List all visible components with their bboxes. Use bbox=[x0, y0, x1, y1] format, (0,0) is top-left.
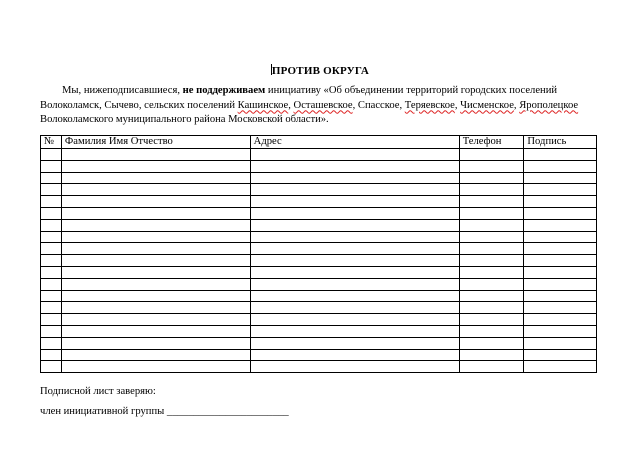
cell-fullname[interactable] bbox=[61, 243, 250, 255]
cell-fullname[interactable] bbox=[61, 290, 250, 302]
table-row bbox=[41, 361, 597, 373]
cell-phone[interactable] bbox=[459, 325, 524, 337]
cell-number[interactable] bbox=[41, 278, 62, 290]
table-row bbox=[41, 255, 597, 267]
cell-address[interactable] bbox=[250, 278, 459, 290]
table-row bbox=[41, 290, 597, 302]
cell-fullname[interactable] bbox=[61, 160, 250, 172]
cell-address[interactable] bbox=[250, 231, 459, 243]
cell-phone[interactable] bbox=[459, 184, 524, 196]
cell-number[interactable] bbox=[41, 290, 62, 302]
certify-label: Подписной лист заверяю: bbox=[40, 386, 156, 397]
cell-address[interactable] bbox=[250, 255, 459, 267]
cell-phone[interactable] bbox=[459, 207, 524, 219]
table-row bbox=[41, 302, 597, 314]
cell-number[interactable] bbox=[41, 207, 62, 219]
cell-address[interactable] bbox=[250, 325, 459, 337]
intro-line-1 bbox=[40, 84, 596, 99]
cell-number[interactable] bbox=[41, 184, 62, 196]
cell-fullname[interactable] bbox=[61, 149, 250, 161]
col-header-fullname: Фамилия Имя Отчество bbox=[61, 136, 250, 149]
cell-phone[interactable] bbox=[459, 302, 524, 314]
cell-address[interactable] bbox=[250, 149, 459, 161]
table-row bbox=[41, 231, 597, 243]
table-body bbox=[41, 149, 597, 373]
table-row bbox=[41, 172, 597, 184]
cell-fullname[interactable] bbox=[61, 219, 250, 231]
cell-address[interactable] bbox=[250, 266, 459, 278]
cell-address[interactable] bbox=[250, 172, 459, 184]
cell-signature[interactable] bbox=[524, 266, 597, 278]
col-header-phone: Телефон bbox=[459, 136, 524, 149]
cell-signature[interactable] bbox=[524, 290, 597, 302]
cell-signature[interactable] bbox=[524, 219, 597, 231]
intro-paragraph bbox=[40, 84, 596, 128]
table-row bbox=[41, 243, 597, 255]
cell-fullname[interactable] bbox=[61, 255, 250, 267]
cell-signature[interactable] bbox=[524, 149, 597, 161]
cell-fullname[interactable] bbox=[61, 314, 250, 326]
cell-signature[interactable] bbox=[524, 337, 597, 349]
cell-number[interactable] bbox=[41, 196, 62, 208]
cell-address[interactable] bbox=[250, 184, 459, 196]
intro-sep: , bbox=[513, 99, 520, 111]
table-row bbox=[41, 278, 597, 290]
cell-fullname[interactable] bbox=[61, 325, 250, 337]
cell-phone[interactable] bbox=[459, 349, 524, 361]
intro-sep: , bbox=[454, 99, 461, 111]
table-row bbox=[41, 196, 597, 208]
cell-number[interactable] bbox=[41, 231, 62, 243]
cell-address[interactable] bbox=[250, 302, 459, 314]
cell-fullname[interactable] bbox=[61, 349, 250, 361]
cell-number[interactable] bbox=[41, 172, 62, 184]
cell-number[interactable] bbox=[41, 314, 62, 326]
cell-signature[interactable] bbox=[524, 207, 597, 219]
cell-signature[interactable] bbox=[524, 160, 597, 172]
cell-fullname[interactable] bbox=[61, 207, 250, 219]
cell-signature[interactable] bbox=[524, 314, 597, 326]
cell-address[interactable] bbox=[250, 337, 459, 349]
cell-signature[interactable] bbox=[524, 196, 597, 208]
cell-phone[interactable] bbox=[459, 243, 524, 255]
cell-phone[interactable] bbox=[459, 314, 524, 326]
table-row bbox=[41, 207, 597, 219]
cell-number[interactable] bbox=[41, 266, 62, 278]
table-row bbox=[41, 266, 597, 278]
cell-address[interactable] bbox=[250, 361, 459, 373]
cell-signature[interactable] bbox=[524, 349, 597, 361]
cell-fullname[interactable] bbox=[61, 196, 250, 208]
table-row bbox=[41, 184, 597, 196]
cell-phone[interactable] bbox=[459, 255, 524, 267]
signature-table bbox=[40, 135, 597, 373]
cell-phone[interactable] bbox=[459, 337, 524, 349]
cell-number[interactable] bbox=[41, 243, 62, 255]
table-row bbox=[41, 149, 597, 161]
cell-signature[interactable] bbox=[524, 172, 597, 184]
misspelled-word: Ярополецкое bbox=[519, 99, 579, 111]
title-text: ПРОТИВ ОКРУГА bbox=[271, 65, 370, 77]
cell-phone[interactable] bbox=[459, 266, 524, 278]
cell-fullname[interactable] bbox=[61, 231, 250, 243]
cell-number[interactable] bbox=[41, 361, 62, 373]
cell-signature[interactable] bbox=[524, 231, 597, 243]
cell-address[interactable] bbox=[250, 207, 459, 219]
cell-phone[interactable] bbox=[459, 172, 524, 184]
col-header-signature: Подпись bbox=[524, 136, 597, 149]
cell-number[interactable] bbox=[41, 337, 62, 349]
cell-number[interactable] bbox=[41, 255, 62, 267]
table-header-row bbox=[41, 136, 597, 149]
cell-phone[interactable] bbox=[459, 278, 524, 290]
cell-number[interactable] bbox=[41, 349, 62, 361]
cell-address[interactable] bbox=[250, 219, 459, 231]
col-header-number: № bbox=[41, 136, 62, 149]
cell-signature[interactable] bbox=[524, 302, 597, 314]
cell-fullname[interactable] bbox=[61, 184, 250, 196]
cell-phone[interactable] bbox=[459, 149, 524, 161]
cell-fullname[interactable] bbox=[61, 361, 250, 373]
table-row bbox=[41, 160, 597, 172]
cell-fullname[interactable] bbox=[61, 337, 250, 349]
cell-phone[interactable] bbox=[459, 196, 524, 208]
table-row bbox=[41, 314, 597, 326]
cell-fullname[interactable] bbox=[61, 172, 250, 184]
cell-signature[interactable] bbox=[524, 361, 597, 373]
cell-fullname[interactable] bbox=[61, 302, 250, 314]
cell-address[interactable] bbox=[250, 290, 459, 302]
intro-sep: , bbox=[288, 99, 294, 111]
intro-bold: не поддерживаем bbox=[182, 85, 266, 96]
cell-fullname[interactable] bbox=[61, 266, 250, 278]
cell-signature[interactable] bbox=[524, 184, 597, 196]
intro-text-2: инициативу «Об объединении территорий городских поселений bbox=[265, 85, 558, 96]
cell-number[interactable] bbox=[41, 302, 62, 314]
table-row bbox=[41, 325, 597, 337]
cell-address[interactable] bbox=[250, 243, 459, 255]
cell-phone[interactable] bbox=[459, 361, 524, 373]
cell-number[interactable] bbox=[41, 325, 62, 337]
cell-fullname[interactable] bbox=[61, 278, 250, 290]
misspelled-word: Кашинское bbox=[237, 99, 289, 111]
initiative-member-line: член инициативной группы _______________________ bbox=[40, 406, 289, 417]
cell-phone[interactable] bbox=[459, 160, 524, 172]
cell-phone[interactable] bbox=[459, 219, 524, 231]
cell-number[interactable] bbox=[41, 149, 62, 161]
misspelled-word: Осташевское bbox=[293, 99, 353, 111]
misspelled-word: Чисменское bbox=[460, 99, 514, 111]
table-row bbox=[41, 337, 597, 349]
table-row bbox=[41, 219, 597, 231]
intro-text-1: Мы, нижеподписавшиеся, bbox=[62, 85, 183, 96]
cell-phone[interactable] bbox=[459, 231, 524, 243]
cell-address[interactable] bbox=[250, 349, 459, 361]
table-row bbox=[41, 349, 597, 361]
cell-phone[interactable] bbox=[459, 290, 524, 302]
cell-address[interactable] bbox=[250, 314, 459, 326]
cell-address[interactable] bbox=[250, 196, 459, 208]
cell-signature[interactable] bbox=[524, 278, 597, 290]
col-header-address: Адрес bbox=[250, 136, 459, 149]
misspelled-word: Теряевское bbox=[404, 99, 455, 111]
cell-address[interactable] bbox=[250, 160, 459, 172]
document-title bbox=[0, 64, 640, 77]
intro-line-2 bbox=[40, 99, 596, 114]
intro-line-3: Волоколамского муниципального района Московской области». bbox=[40, 114, 329, 125]
intro-text-4: , Спасское, bbox=[352, 99, 405, 111]
cell-signature[interactable] bbox=[524, 243, 597, 255]
cell-number[interactable] bbox=[41, 160, 62, 172]
cell-signature[interactable] bbox=[524, 325, 597, 337]
cell-number[interactable] bbox=[41, 219, 62, 231]
cell-signature[interactable] bbox=[524, 255, 597, 267]
intro-text-3: Волоколамск, Сычево, сельских поселений bbox=[40, 99, 238, 111]
